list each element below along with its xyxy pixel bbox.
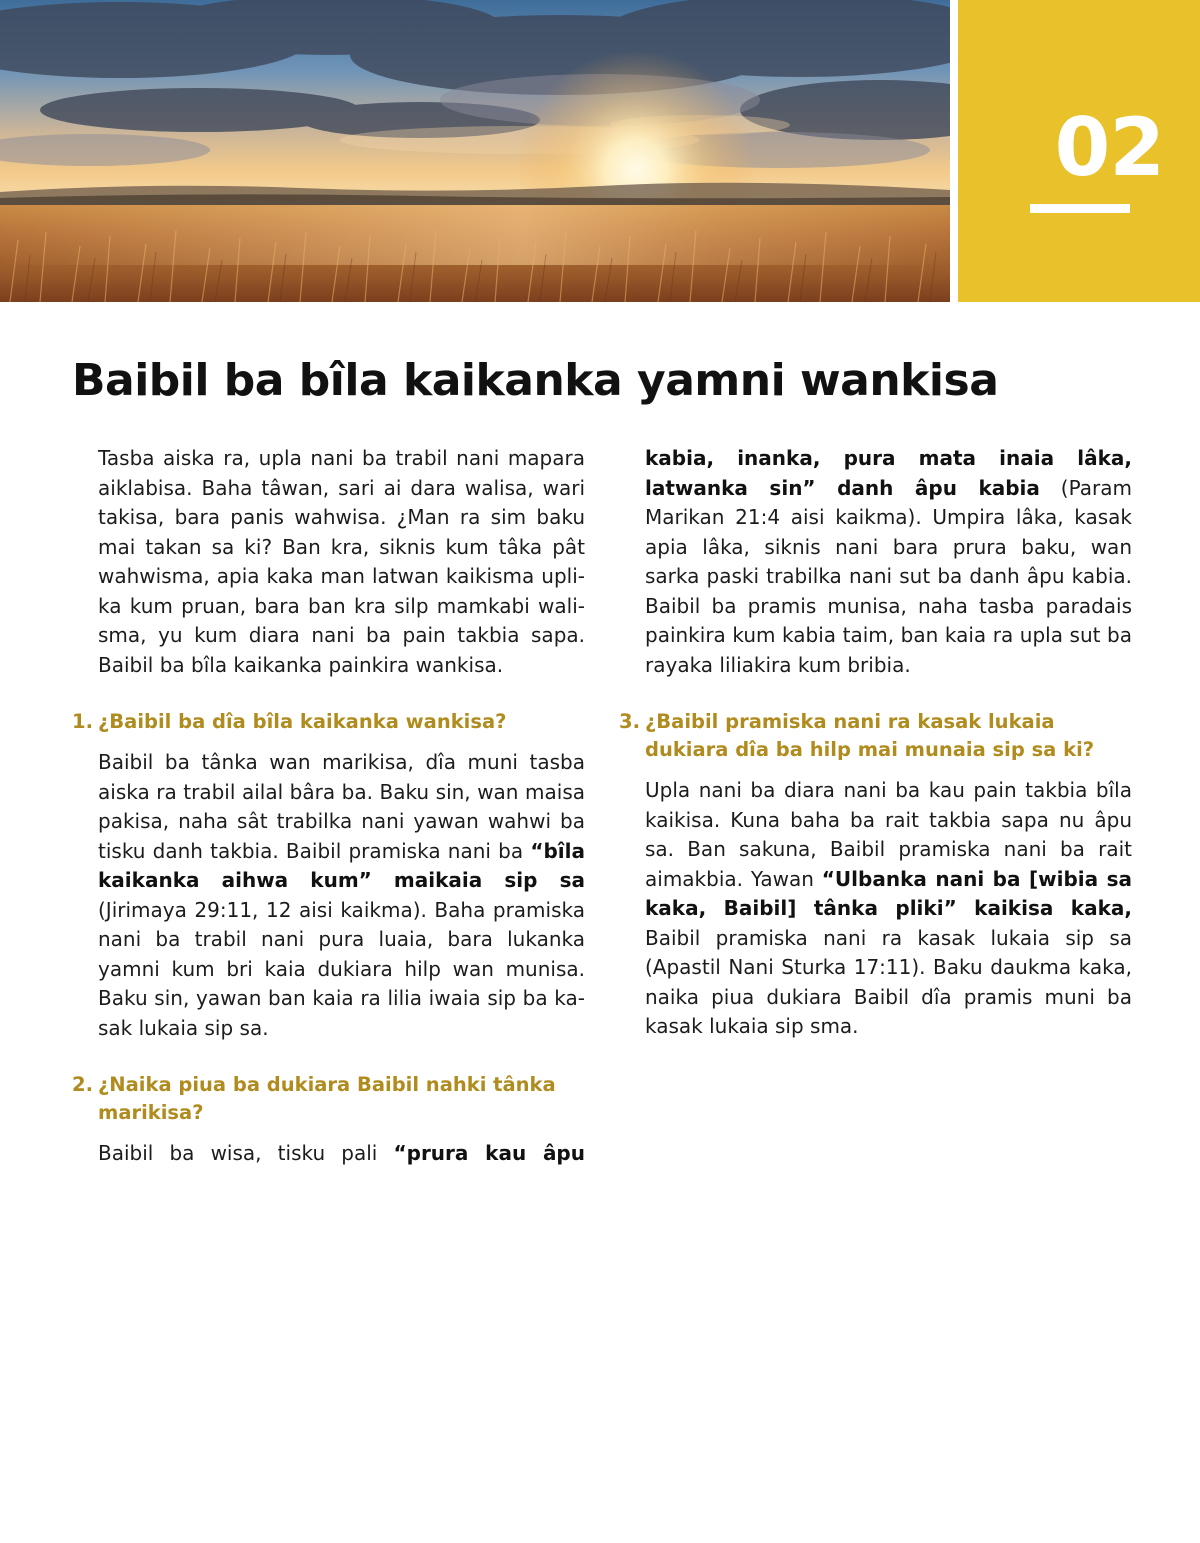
intro-paragraph: Tasba aiska ra, upla nani ba trabil nani mapara aiklabisa. Baha tâwan, sari ai dara walisa, wari takisa, bara panis wahwisa. ¿Man ra sim baku mai takan sa ki? Ban kra, siknis kum tâka pât wahwisma, apia kaka man latwan kaikisma uplika kum pruan, bara ban kra silp mamkabi walisma, yu kum diara nani ba pain takbia sapa. Baibil ba bîla kaikanka painkira wankisa. xyxy=(98,446,585,677)
answer-3-text-a: Upla nani ba diara nani ba kau pain takbia bîla kaikisa. Kuna baha ba rait takbia sapa nu âpu sa. Ban sakuna, Baibil pramiska nani ba rait aimakbia. Yawan xyxy=(645,778,1132,891)
header-gap xyxy=(950,0,958,302)
question-2 xyxy=(72,1071,585,1127)
page-title: Baibil ba bîla kaikanka yamni wankisa xyxy=(72,355,999,406)
answer-3-text-b: Baibil pramiska nani ra kasak lukaia sip sa (Apastil Nani Sturka 17:11). Baku daukma kaka, naika piua dukiara Baibil dîa pramis muni ba kasak lukaia sip sma. xyxy=(645,925,1132,1038)
question-2-text: ¿Naika piua ba dukiara Baibil nahki tânka marikisa? xyxy=(98,1073,556,1124)
answer-1-paragraph xyxy=(98,748,585,1043)
question-1-text: ¿Baibil ba dîa bîla kaikanka wankisa? xyxy=(98,710,507,733)
answer-3-paragraph xyxy=(645,776,1132,1042)
answer-2-text: (Param Marikan 21:4 aisi kaikma). Umpira lâka, kasak apia lâka, siknis nani bara prura baku, wan sarka paski trabilka nani sut ba danh âpu kabia. Baibil ba pramis munisa, naha tasba paradais painkira kum kabia taim, ban kaia ra upla sut ba rayaka liliakira kum bribia. xyxy=(645,475,1132,677)
answer-2-bold: kabia, inanka, pura mata inaia lâka, latwanka sin” danh âpu kabia xyxy=(645,446,1132,500)
question-3-number: 3. xyxy=(619,710,640,733)
question-3-text: ¿Baibil pramiska nani ra kasak lukaia dukiara dîa ba hilp mai munaia sip sa ki? xyxy=(645,710,1095,761)
lesson-number-box xyxy=(958,0,1200,302)
question-2-number: 2. xyxy=(72,1073,93,1096)
answer-3-bold: “Ulbanka nani ba [wibia sa kaka, Baibil] tânka pliki” kaikisa kaka, xyxy=(645,866,1132,920)
question-1-number: 1. xyxy=(72,710,93,733)
answer-1-text-b: (Jirimaya 29:11, 12 aisi kaikma). Baha pramiska nani ba trabil nani pura luaia, bara lukanka yamni kum bri kaia dukiara hilp wan munisa. Baku sin, yawan ban kaia ra lilia iwaia sip ba kasak lukaia sip sa. xyxy=(98,897,585,1040)
hero-image xyxy=(0,0,950,302)
answer-2-bold: “prura kau âpu xyxy=(393,1141,585,1165)
lesson-number-underline xyxy=(1030,204,1130,213)
question-3 xyxy=(619,708,1132,764)
wheat-field-sunset-photo xyxy=(0,0,950,302)
question-1 xyxy=(72,708,585,736)
lesson-number: 02 xyxy=(1054,101,1164,194)
answer-1-text-a: Baibil ba tânka wan marikisa, dîa muni tasba aiska ra trabil ailal bâra ba. Baku sin, wan maisa pakisa, naha sât trabilka nani yawan wahwi ba tisku danh takbia. Baibil pramiska nani ba xyxy=(98,750,585,863)
answer-2-paragraph xyxy=(98,1139,585,1169)
answer-1-bold: “bîla kaikanka aihwa kum” maikaia sip sa xyxy=(98,838,585,892)
left-column xyxy=(72,444,585,1169)
answer-2-continued xyxy=(645,444,1132,680)
answer-2-text: Baibil ba wisa, tisku pali xyxy=(98,1141,394,1165)
right-column xyxy=(619,444,1132,1042)
